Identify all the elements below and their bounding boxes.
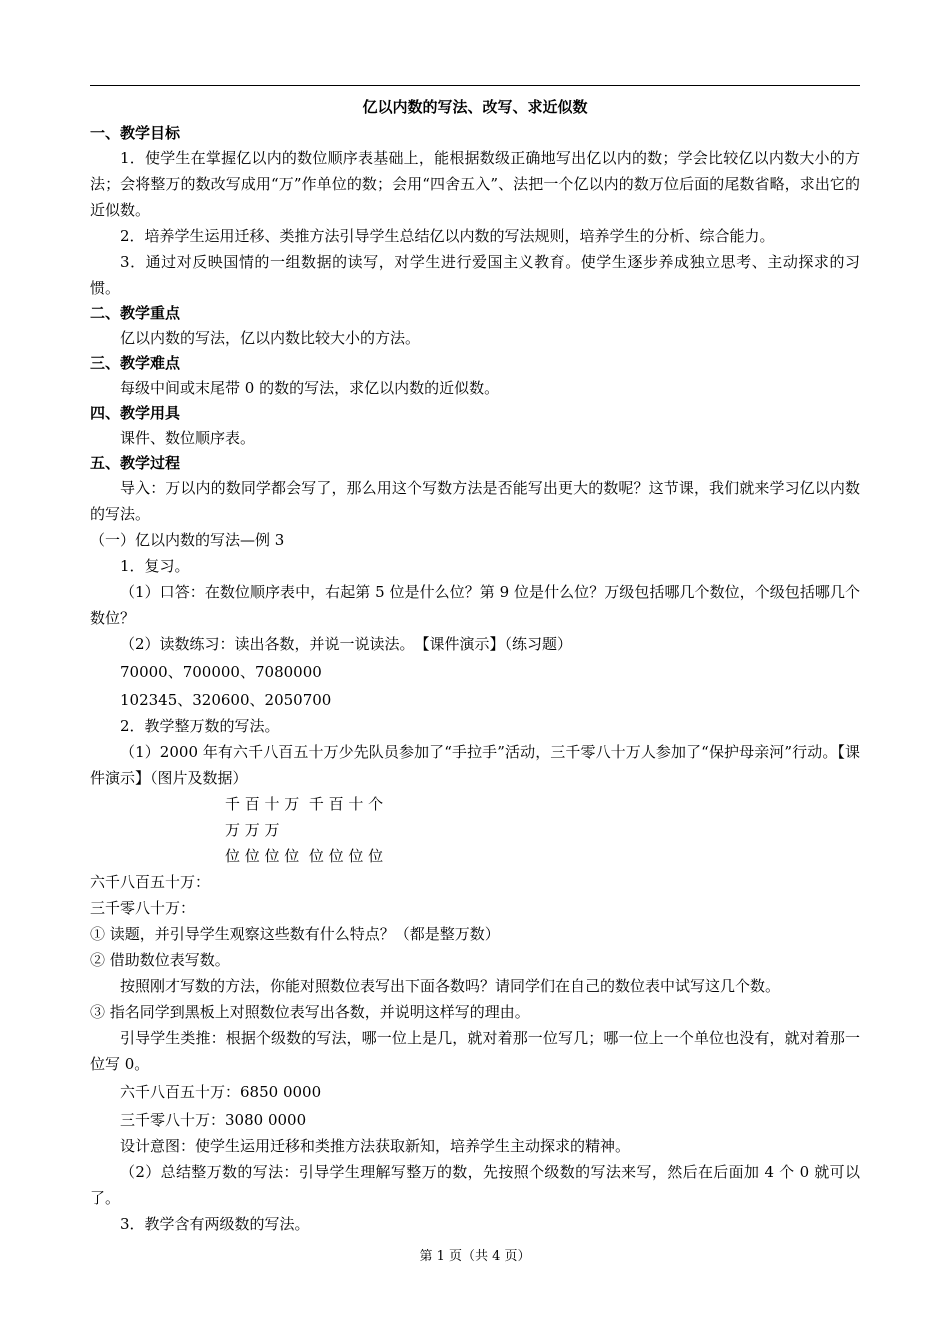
guide-paragraph: 引导学生类推：根据个级数的写法，哪一位上是几，就对着那一位写几；哪一位上一个单位也没有，就对着那一位写 0。 [90,1029,860,1073]
page-title: 亿以内数的写法、改写、求近似数 [362,98,588,116]
number-list-1: 70000、700000、7080000 [120,663,322,681]
place-value-row-3: 位 位 位 位 位 位 位 位 [225,847,384,865]
section-heading-goals: 一、教学目标 [90,124,181,142]
key-point-text: 亿以内数的写法，亿以内数比较大小的方法。 [120,329,421,347]
teach-item-3: 3．教学含有两级数的写法。 [120,1215,310,1233]
step-1: ① 读题，并引导学生观察这些数有什么特点？（都是整万数） [90,925,500,943]
oral-question: （1）口答：在数位顺序表中，右起第 5 位是什么位？第 9 位是什么位？万级包括哪几个数位，个级包括哪几个数位？ [90,583,860,627]
reading-exercise: （2）读数练习：读出各数，并说一说读法。 【课件演示】（练习题） [120,635,573,653]
step-3: ③ 指名同学到黑板上对照数位表写出各数，并说明这样写的理由。 [90,1003,530,1021]
summary-paragraph: （2）总结整万数的写法：引导学生理解写整万的数，先按照个级数的写法来写，然后在后面加 4 个 0 就可以了。 [90,1163,860,1207]
design-intent: 设计意图：使学生运用迁移和类推方法获取新知，培养学生主动探求的精神。 [120,1137,631,1155]
answer-1: 六千八百五十万：6850 0000 [120,1083,322,1101]
review-item: 1．复习。 [120,557,190,575]
place-value-row-2: 万 万 万 [225,821,280,839]
section-heading-tools: 四、教学用具 [90,404,181,422]
number-label-2: 三千零八十万： [90,899,196,917]
goal-2: 2．培养学生运用迁移、类推方法引导学生总结亿以内数的写法规则，培养学生的分析、综合能力。 [120,227,775,245]
number-label-1: 六千八百五十万： [90,873,211,891]
goal-3: 3．通过对反映国情的一组数据的读写，对学生进行爱国主义教育。使学生逐步养成独立思考、主动探求的习惯。 [90,253,860,297]
intro-paragraph: 导入：万以内的数同学都会写了，那么用这个写数方法是否能写出更大的数呢？这节课，我们就来学习亿以内数的写法。 [90,479,860,523]
example-paragraph: （1）2000 年有六千八百五十万少先队员参加了“手拉手”活动，三千零八十万人参加了“保护母亲河”行动。【课件演示】（图片及数据） [90,743,860,787]
header-rule [90,85,860,86]
part-heading: （一）亿以内数的写法—例 3 [90,531,285,549]
step-2: ② 借助数位表写数。 [90,951,230,969]
place-value-row-1: 千 百 十 万 千 百 十 个 [225,795,384,813]
section-heading-key-point: 二、教学重点 [90,304,181,322]
number-list-2: 102345、320600、2050700 [120,691,332,709]
document-body [90,95,860,1237]
tools-text: 课件、数位顺序表。 [120,429,256,447]
teach-item-2: 2．教学整万数的写法。 [120,717,280,735]
step-2-text: 按照刚才写数的方法，你能对照数位表写出下面各数吗？请同学们在自己的数位表中试写这几个数。 [120,977,781,995]
page-footer: 第 1 页（共 4 页） [419,1249,531,1264]
difficulty-text: 每级中间或末尾带 0 的数的写法，求亿以内数的近似数。 [120,379,500,397]
section-heading-difficulty: 三、教学难点 [90,354,181,372]
goal-1: 1．使学生在掌握亿以内的数位顺序表基础上，能根据数级正确地写出亿以内的数；学会比较亿以内数大小的方法；会将整万的数改写成用“万”作单位的数；会用“四舍五入”、法把一个亿以内的数万位后面的尾数省略，求出它的近似数。 [90,149,860,219]
answer-2: 三千零八十万：3080 0000 [120,1111,307,1129]
section-heading-process: 五、教学过程 [90,454,181,472]
